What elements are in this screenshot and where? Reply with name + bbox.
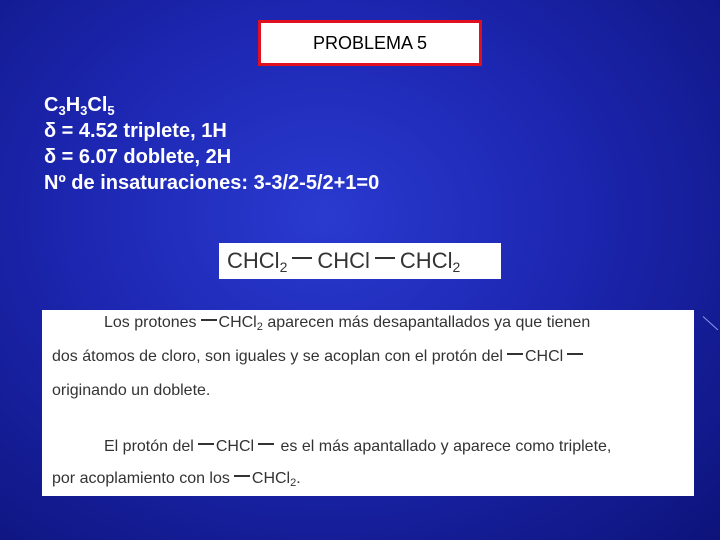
unsaturation-count: Nº de insaturaciones: 3-3/2-5/2+1=0	[44, 172, 380, 194]
bond-line	[567, 353, 583, 355]
decorative-line	[703, 316, 719, 330]
group-1: CHCl$_2$	[227, 248, 288, 275]
title-box	[258, 20, 482, 66]
structural-formula	[219, 243, 501, 279]
explanation-line-4: El protón del CHCl es el más apantallado y aparece como triplete,	[104, 438, 612, 455]
explanation-line-5: por acoplamiento con los CHCl$_2$.	[52, 470, 301, 489]
bond-line	[201, 319, 217, 321]
molecular-formula: $C_3H_3Cl_5$	[44, 94, 115, 118]
group-3: CHCl$_2$	[399, 248, 461, 275]
group-2: CHCl	[317, 248, 370, 273]
slide-title: PROBLEMA 5	[312, 32, 428, 53]
explanation-panel	[42, 310, 694, 496]
explanation-line-2: dos átomos de cloro, son iguales y se acoplan con el protón del CHCl	[52, 348, 585, 366]
bond-line	[234, 475, 250, 477]
bond-line	[198, 443, 214, 445]
problem-data	[44, 92, 379, 196]
bond-line	[375, 257, 395, 259]
bond-line	[507, 353, 523, 355]
explanation-line-1: Los protones CHCl$_2$ aparecen más desapantallados ya que tienen	[104, 314, 591, 333]
shift-triplet: δ = 4.52 triplete, 1H	[44, 120, 227, 142]
shift-doublet: δ = 6.07 doblete, 2H	[44, 146, 232, 168]
bond-line	[258, 443, 274, 445]
explanation-line-3: originando un doblete.	[52, 382, 211, 399]
bond-line	[292, 257, 312, 259]
